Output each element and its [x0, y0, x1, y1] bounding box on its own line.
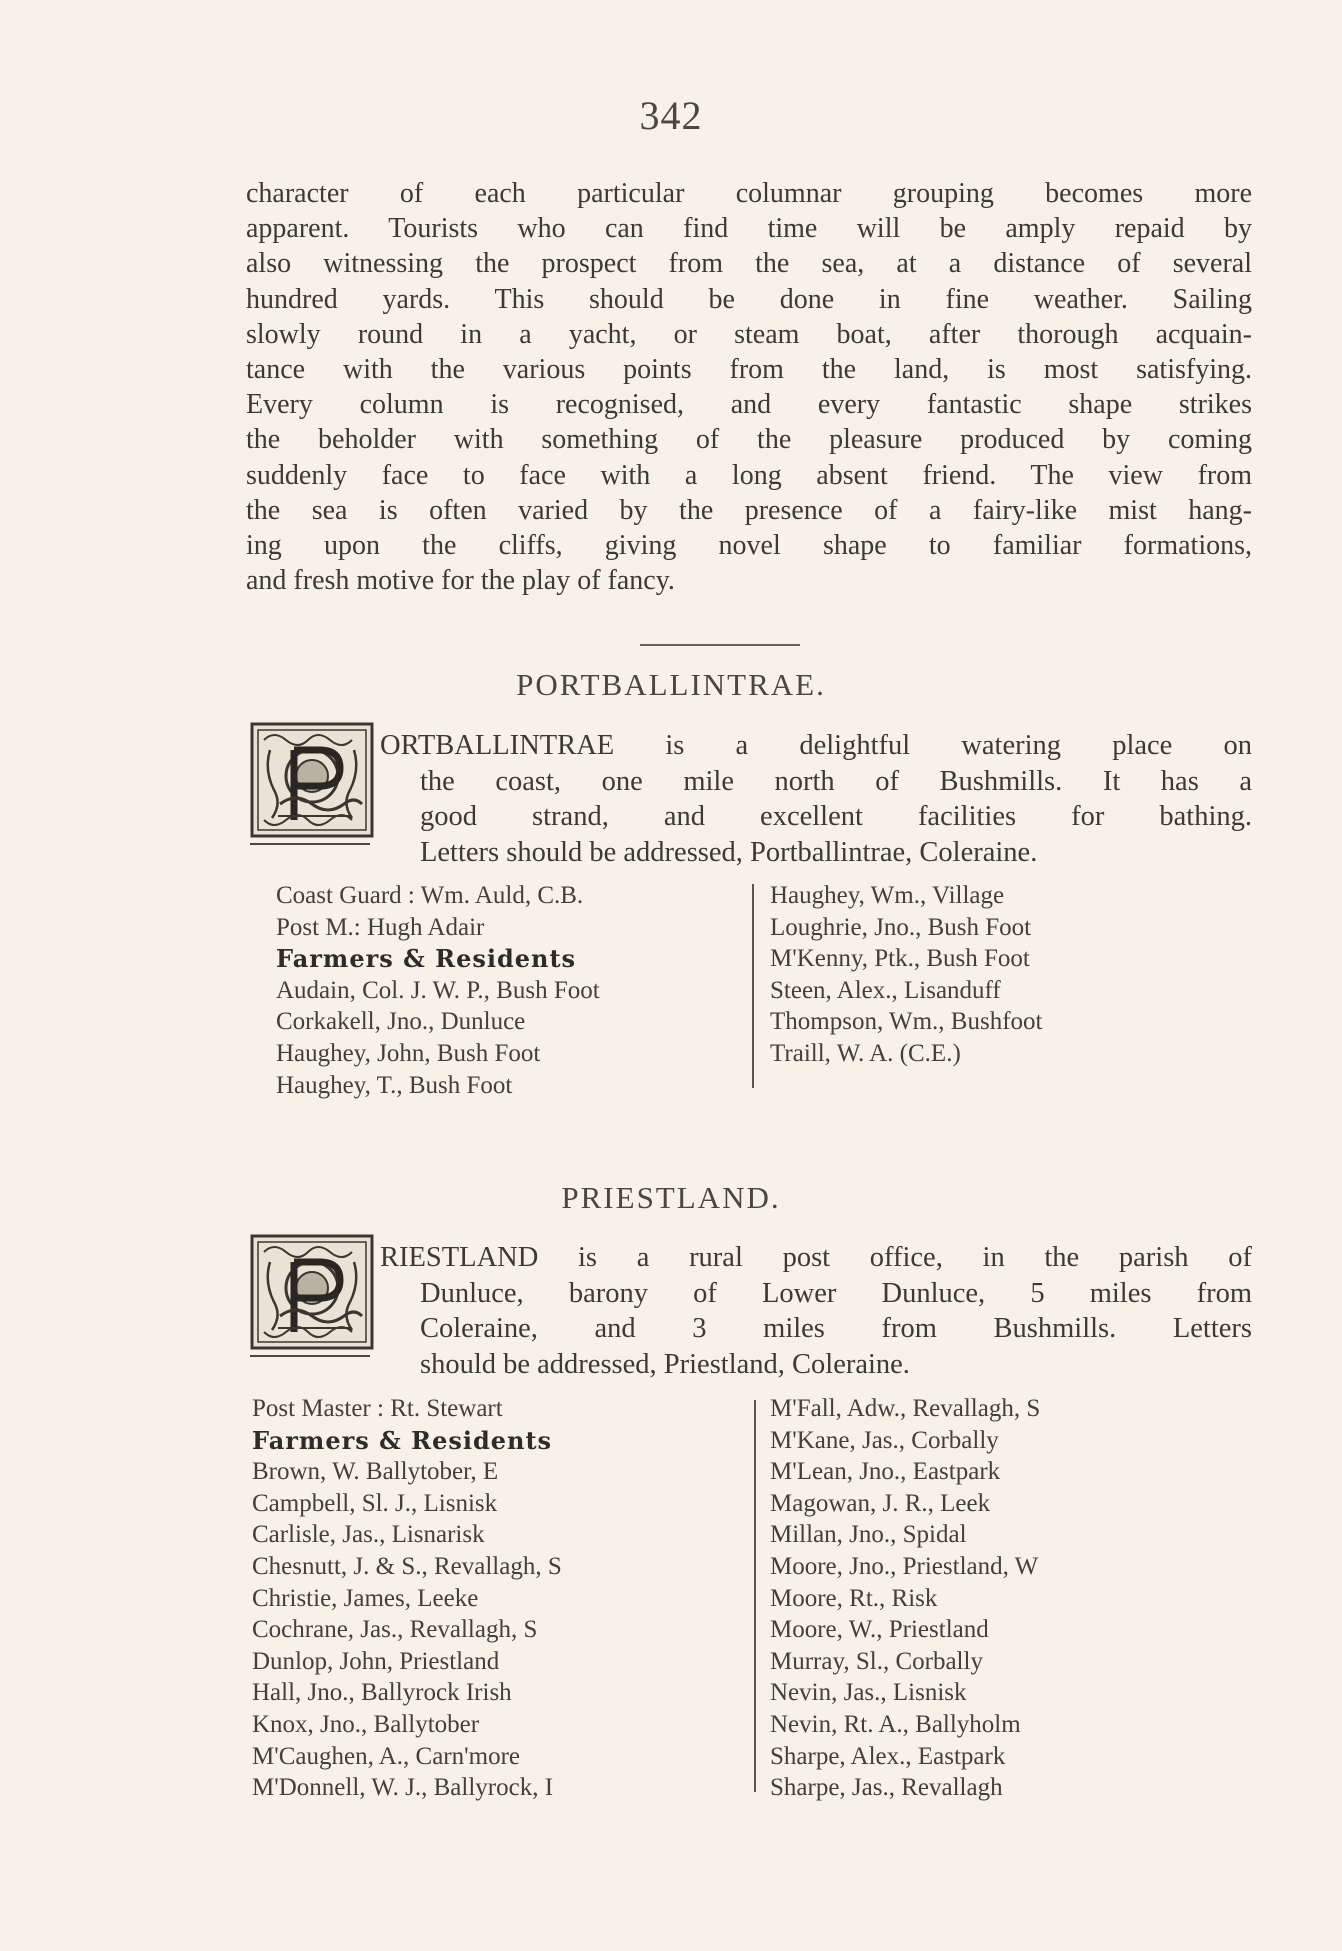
directory-entry: Chesnutt, J. & S., Revallagh, S [252, 1552, 562, 1580]
priestland-description [380, 1240, 1252, 1382]
farmers-residents-heading: Farmers & Residents [276, 944, 577, 974]
paragraph-line: and fresh motive for the play of fancy. [246, 565, 675, 597]
directory-entry: Carlisle, Jas., Lisnarisk [252, 1521, 485, 1549]
column-divider [754, 1400, 756, 1792]
directory-entry: Steen, Alex., Lisanduff [770, 976, 1001, 1004]
description-line: should be addressed, Priestland, Coleraine. [420, 1348, 910, 1380]
description-line: RIESTLAND is a rural post office, in the parish of [380, 1242, 1252, 1273]
description-line: good strand, and excellent facilities for bathing. [420, 801, 1252, 832]
directory-entry: Thompson, Wm., Bushfoot [770, 1008, 1043, 1036]
portballintrae-drop-cap [250, 720, 374, 846]
directory-entry: Haughey, Wm., Village [770, 882, 1005, 909]
directory-entry: Nevin, Jas., Lisnisk [770, 1679, 967, 1707]
directory-entry: Loughrie, Jno., Bush Foot [770, 913, 1032, 941]
directory-entry: Christie, James, Leeke [252, 1584, 479, 1612]
description-line: the coast, one mile north of Bushmills. It has a [420, 765, 1252, 797]
priestland-left-column [252, 1393, 742, 1804]
page-number: 342 [639, 93, 703, 138]
directory-entry: Hall, Jno., Ballyrock Irish [252, 1679, 512, 1707]
paragraph-line: character of each particular columnar grouping becomes more [246, 178, 1252, 209]
directory-entry: Traill, W. A. (C.E.) [770, 1039, 961, 1067]
directory-entry: Corkakell, Jno., Dunluce [276, 1008, 526, 1036]
directory-entry: Haughey, T., Bush Foot [276, 1071, 513, 1099]
paragraph-line: the sea is often varied by the presence of a fairy-like mist hang- [246, 494, 1252, 526]
paragraph-line: also witnessing the prospect from the sea, at a distance of several [246, 248, 1252, 280]
directory-entry: M'Kenny, Ptk., Bush Foot [770, 945, 1030, 973]
directory-entry: Magowan, J. R., Leek [770, 1489, 991, 1517]
paragraph-line: the beholder with something of the pleasure produced by coming [246, 424, 1252, 456]
directory-entry: M'Fall, Adw., Revallagh, S [770, 1395, 1041, 1422]
description-line: ORTBALLINTRAE is a delightful watering place on [380, 730, 1252, 761]
paragraph-line: suddenly face to face with a long absent friend. The view from [246, 459, 1252, 491]
priestland-right-column [770, 1393, 1240, 1804]
portballintrae-right-column [770, 880, 1230, 1070]
directory-entry: Sharpe, Alex., Eastpark [770, 1742, 1006, 1770]
directory-entry: Murray, Sl., Corbally [770, 1647, 983, 1675]
directory-entry: M'Caughen, A., Carn'more [252, 1742, 520, 1770]
directory-entry: M'Lean, Jno., Eastpark [770, 1458, 1001, 1486]
directory-entry: Campbell, Sl. J., Lisnisk [252, 1489, 498, 1517]
official-entry: Post M.: Hugh Adair [276, 913, 485, 941]
paragraph-line: tance with the various points from the land, is most satisfying. [246, 354, 1252, 386]
intro-paragraph [246, 176, 1252, 598]
directory-entry: Moore, W., Priestland [770, 1616, 989, 1644]
description-line: Coleraine, and 3 miles from Bushmills. Letters [420, 1313, 1252, 1344]
directory-entry: Millan, Jno., Spidal [770, 1521, 967, 1549]
directory-entry: Audain, Col. J. W. P., Bush Foot [276, 976, 600, 1004]
portballintrae-description [380, 728, 1252, 870]
paragraph-line: Every column is recognised, and every fantastic shape strikes [246, 389, 1252, 421]
portballintrae-left-column [276, 880, 736, 1101]
portballintrae-heading: PORTBALLINTRAE. [516, 667, 826, 702]
ornamental-letter-p-icon [250, 720, 374, 846]
description-line: Dunluce, barony of Lower Dunluce, 5 miles from [420, 1277, 1252, 1309]
directory-entry: M'Kane, Jas., Corbally [770, 1426, 999, 1454]
priestland-heading: PRIESTLAND. [561, 1180, 781, 1215]
directory-entry: Cochrane, Jas., Revallagh, S [252, 1616, 538, 1644]
directory-entry: Nevin, Rt. A., Ballyholm [770, 1710, 1021, 1738]
ornamental-letter-p-icon [250, 1232, 374, 1358]
directory-entry: Brown, W. Ballytober, E [252, 1458, 499, 1486]
directory-entry: Haughey, John, Bush Foot [276, 1039, 541, 1067]
official-entry: Coast Guard : Wm. Auld, C.B. [276, 882, 584, 909]
description-line: Letters should be addressed, Portballintrae, Coleraine. [420, 836, 1038, 868]
paragraph-line: slowly round in a yacht, or steam boat, after thorough acquain- [246, 318, 1252, 350]
paragraph-line: hundred yards. This should be done in fine weather. Sailing [246, 283, 1252, 315]
directory-entry: Dunlop, John, Priestland [252, 1647, 500, 1675]
directory-entry: M'Donnell, W. J., Ballyrock, I [252, 1774, 554, 1802]
paragraph-line: apparent. Tourists who can find time will be amply repaid by [246, 213, 1252, 245]
directory-entry: Sharpe, Jas., Revallagh [770, 1774, 1003, 1802]
section-divider [640, 644, 800, 646]
directory-entry: Knox, Jno., Ballytober [252, 1710, 480, 1738]
farmers-residents-heading: Farmers & Residents [252, 1425, 553, 1455]
priestland-drop-cap [250, 1232, 374, 1358]
official-entry: Post Master : Rt. Stewart [252, 1395, 503, 1422]
column-divider [752, 884, 754, 1088]
directory-entry: Moore, Rt., Risk [770, 1584, 938, 1612]
paragraph-line: ing upon the cliffs, giving novel shape to familiar formations, [246, 530, 1252, 562]
directory-entry: Moore, Jno., Priestland, W [770, 1552, 1039, 1580]
